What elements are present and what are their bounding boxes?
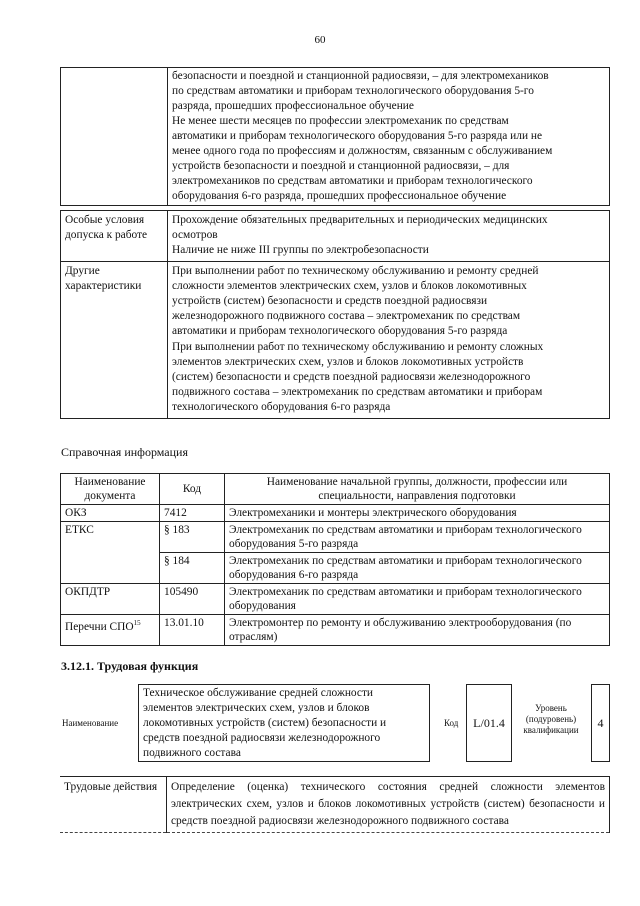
page-number: 60 bbox=[314, 34, 326, 46]
text-line: технологического оборудования 6-го разряда bbox=[172, 401, 391, 414]
text-line: железнодорожного подвижного состава – электромеханик по средствам bbox=[172, 310, 521, 323]
text-line: Техническое обслуживание средней сложности bbox=[143, 687, 374, 699]
text-line: Уровень bbox=[535, 703, 567, 713]
code-cell: 7412 bbox=[160, 505, 225, 522]
text-line: (подуровень) bbox=[525, 714, 577, 724]
text-line: автоматики и приборам технологического оборудования 5-го разряда или не bbox=[172, 130, 543, 142]
level-value: 4 bbox=[597, 715, 604, 730]
text-line: Прохождение обязательных предварительных и периодических медицинских bbox=[172, 214, 548, 226]
text-line: осмотров bbox=[172, 229, 218, 242]
level-label bbox=[514, 703, 588, 736]
text-line: электромехаников по средствам автоматики и приборам технологического bbox=[172, 175, 533, 187]
text-line: менее одного года по профессиям и должностям, связанным с обслуживанием bbox=[172, 145, 553, 157]
reference-table bbox=[60, 473, 610, 646]
text-line: оборудования 6-го разряда, прошедших профессиональное обучение bbox=[172, 190, 507, 202]
name-cell: Электромеханик по средствам автоматики и приборам технологического оборудования 5-го разряда bbox=[225, 522, 610, 553]
code-value-box bbox=[466, 684, 512, 762]
name-cell: Электромеханик по средствам автоматики и приборам технологического оборудования bbox=[225, 584, 610, 615]
name-cell: Электромеханики и монтеры электрического оборудования bbox=[225, 505, 610, 522]
code-cell: 13.01.10 bbox=[160, 615, 225, 646]
actions-text: Определение (оценка) технического состояния средней сложности элементов электрических схем, узлов и блоков локомотивных устройств (систем) безопасности и средств поездной радиосвязи железнодорожного подвижного состава bbox=[167, 777, 610, 833]
footnote-ref: 15 bbox=[133, 619, 141, 627]
text-line: устройств безопасности и поездной и станционной радиосвязи, – для bbox=[172, 160, 510, 172]
doc-cell: ОКЗ bbox=[61, 505, 160, 522]
text-line: квалификации bbox=[523, 725, 579, 735]
text-line: элементов электрических схем, узлов и блоков локомотивных устройств bbox=[172, 355, 524, 368]
doc-text: Перечни СПО bbox=[65, 620, 134, 633]
text-line: по средствам автоматики и приборам технологического оборудования 5-го bbox=[172, 85, 534, 97]
text-line: автоматики и приборам технологического оборудования 5-го разряда bbox=[172, 325, 508, 338]
text-line: При выполнении работ по техническому обслуживанию и ремонту средней bbox=[172, 264, 539, 277]
code-cell: § 183 bbox=[160, 522, 225, 553]
text-line: локомотивных устройств (систем) безопасности и bbox=[143, 717, 387, 729]
code-label: Код bbox=[444, 718, 459, 728]
function-title: 3.12.1. Трудовая функция bbox=[61, 659, 199, 673]
text-line: Наличие не ниже III группы по электробезопасности bbox=[172, 244, 429, 257]
doc-cell bbox=[61, 615, 160, 646]
requirements-continuation-table bbox=[60, 67, 610, 206]
text-line: Не менее шести месяцев по профессии электромеханик по средствам bbox=[172, 115, 509, 127]
col-header-code: Код bbox=[160, 474, 225, 505]
table-row bbox=[61, 615, 610, 646]
level-value-box bbox=[591, 684, 610, 762]
text-line: сложности элементов электрических схем, узлов и блоков локомотивных bbox=[172, 279, 527, 292]
text-line: подвижного состава bbox=[143, 747, 241, 759]
conditions-table bbox=[60, 210, 610, 419]
actions-label: Трудовые действия bbox=[60, 777, 167, 833]
doc-cell: ОКПДТР bbox=[61, 584, 160, 615]
text-line: разряда, прошедших профессиональное обучение bbox=[172, 100, 414, 112]
name-cell: Электромонтер по ремонту и обслуживанию электрооборудования (по отраслям) bbox=[225, 615, 610, 646]
special-conditions-text bbox=[168, 211, 610, 262]
table-row bbox=[61, 505, 610, 522]
name-label: Наименование bbox=[62, 718, 119, 728]
code-cell: 105490 bbox=[160, 584, 225, 615]
text-line: (систем) безопасности и средств поездной радиосвязи железнодорожного bbox=[172, 371, 531, 384]
reference-heading: Справочная информация bbox=[61, 445, 188, 459]
labor-actions-table bbox=[60, 776, 610, 833]
text-line: средств поездной радиосвязи железнодорожного bbox=[143, 732, 381, 744]
empty-label-cell bbox=[61, 68, 168, 206]
table-row bbox=[61, 522, 610, 553]
name-cell: Электромеханик по средствам автоматики и приборам технологического оборудования 6-го разряда bbox=[225, 553, 610, 584]
col-header-document: Наименование документа bbox=[61, 474, 160, 505]
text-line: безопасности и поездной и станционной радиосвязи, – для электромехаников bbox=[172, 70, 549, 82]
doc-cell: ЕТКС bbox=[61, 522, 160, 584]
text-line: подвижного состава – электромеханик по средствам автоматики и приборам bbox=[172, 386, 543, 399]
function-name-box bbox=[138, 684, 430, 762]
code-cell: § 184 bbox=[160, 553, 225, 584]
special-conditions-label: Особые условия допуска к работе bbox=[61, 211, 168, 262]
other-characteristics-label: Другие характеристики bbox=[61, 261, 168, 418]
col-header-name: Наименование начальной группы, должности, профессии или специальности, направления подготовки bbox=[225, 474, 610, 505]
text-line: При выполнении работ по техническому обслуживанию и ремонту сложных bbox=[172, 340, 544, 353]
requirements-text-cell bbox=[168, 68, 610, 206]
text-line: элементов электрических схем, узлов и блоков bbox=[143, 702, 370, 714]
text-line: устройств (систем) безопасности и средств поездной радиосвязи bbox=[172, 295, 488, 308]
code-value: L/01.4 bbox=[473, 715, 505, 730]
table-row bbox=[61, 584, 610, 615]
other-characteristics-text bbox=[168, 261, 610, 418]
